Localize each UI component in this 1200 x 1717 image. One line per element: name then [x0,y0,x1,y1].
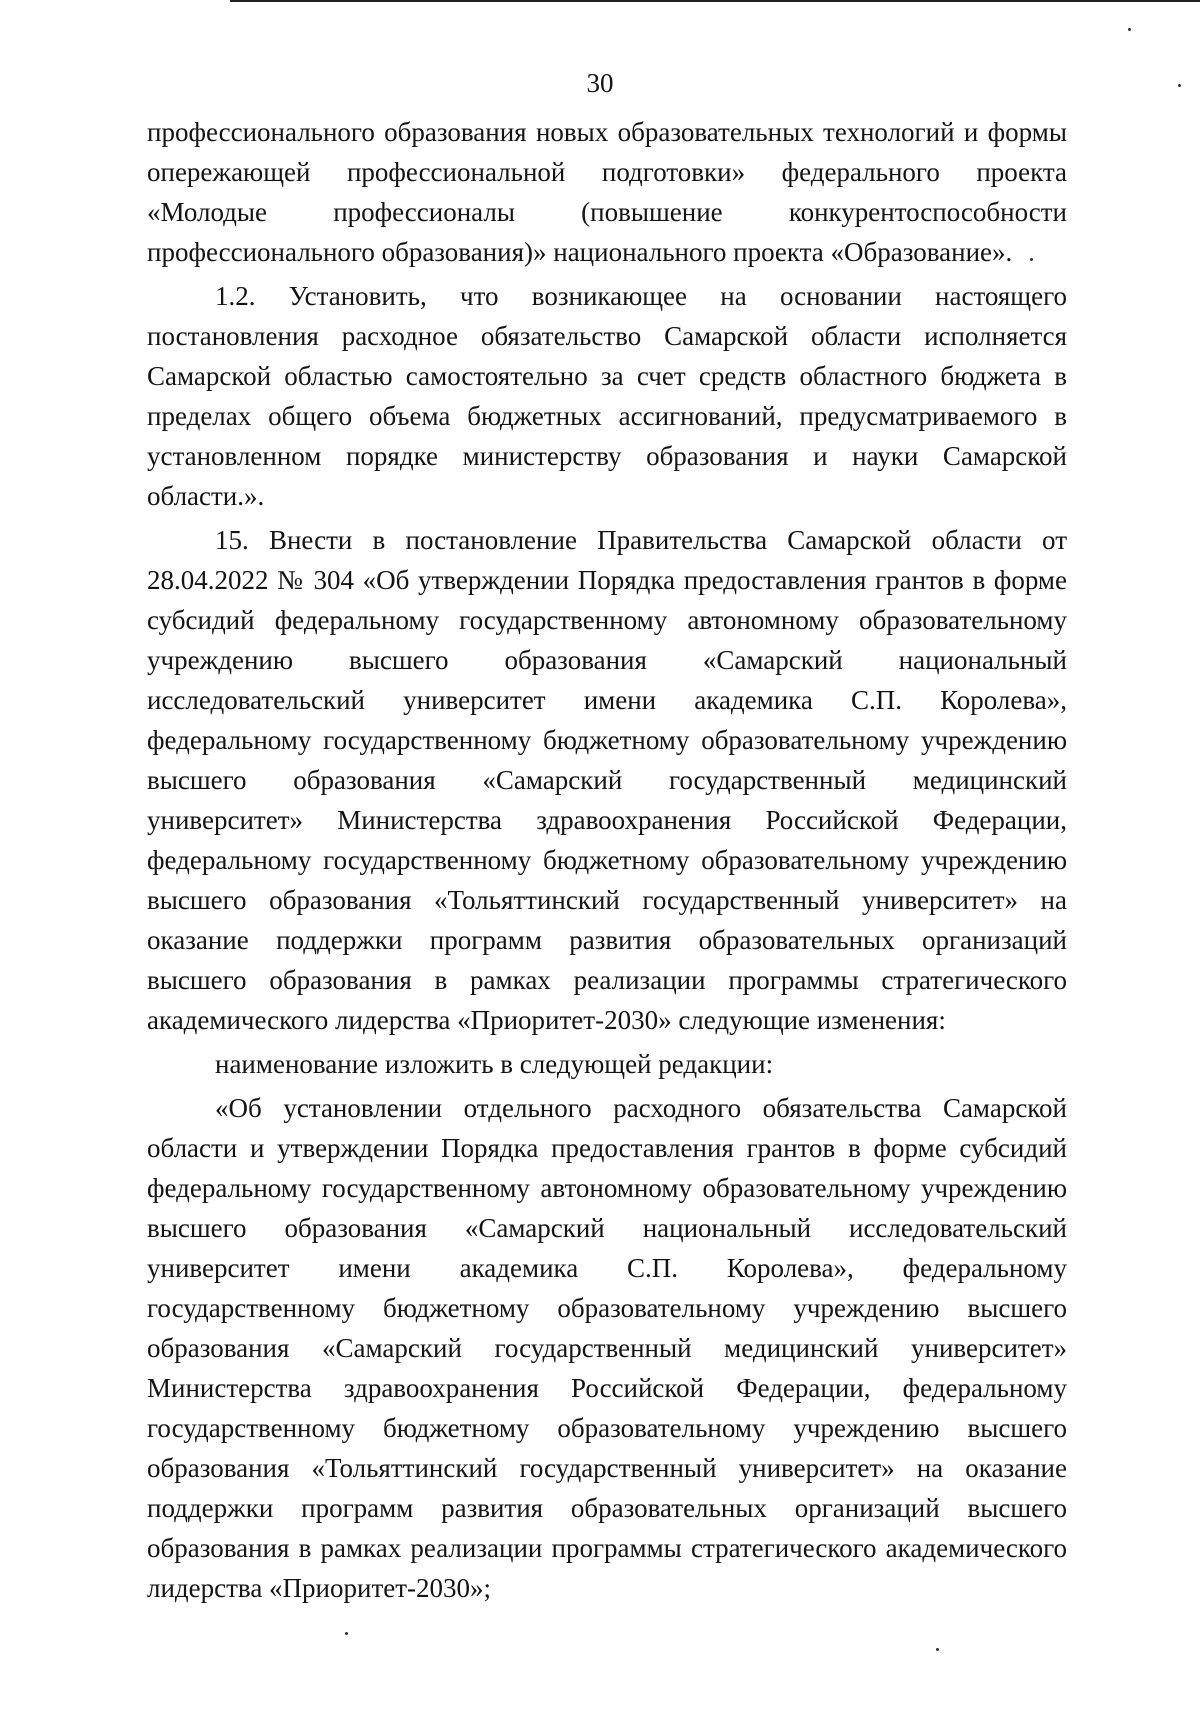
paragraph-continuation: профессионального образования новых образовательных технологий и формы опережающей профессиональной подготовки» федерального проекта «Молодые профессионалы (повышение конкурентоспособности профессионального образования)» национального проекта «Образование». [147,117,1067,267]
scan-speck [1178,84,1181,87]
page-number: 30 [586,68,614,98]
paragraph-item-1-2: 1.2. Установить, что возникающее на основании настоящего постановления расходное обязательство Самарской области исполняется Самарской областью самостоятельно за счет средств областного бюджета в пределах общего объема бюджетных ассигнований, предусматриваемого в установленном порядке министерству образования и науки Самарской области.». [147,281,1067,511]
scan-top-edge [230,0,1200,2]
scan-speck [345,1632,348,1635]
scan-speck [1030,258,1033,261]
document-body [147,112,1067,1612]
paragraph-new-title: «Об установлении отдельного расходного обязательства Самарской области и утверждении Порядка предоставления грантов в форме субсидий федеральному государственному автономному образовательному учреждению высшего образования «Самарский национальный исследовательский университет имени академика С.П. Королева», федеральному государственному бюджетному образовательному учреждению высшего образования «Самарский государственный медицинский университет» Министерства здравоохранения Российской Федерации, федеральному государственному бюджетному образовательному учреждению высшего образования «Тольяттинский государственный университет» на оказание поддержки программ развития образовательных организаций высшего образования в рамках реализации программы стратегического академического лидерства «Приоритет-2030»; [147,1093,1067,1603]
scan-speck [1128,28,1131,31]
scan-speck [936,1648,939,1651]
paragraph-title-change: наименование изложить в следующей редакции: [215,1049,774,1079]
paragraph-item-15: 15. Внести в постановление Правительства Самарской области от 28.04.2022 № 304 «Об утверждении Порядка предоставления грантов в форме субсидий федеральному государственному автономному образовательному учреждению высшего образования «Самарский национальный исследовательский университет имени академика С.П. Королева», федеральному государственному бюджетному образовательному учреждению высшего образования «Самарский государственный медицинский университет» Министерства здравоохранения Российской Федерации, федеральному государственному бюджетному образовательному учреждению высшего образования «Тольяттинский государственный университет» на оказание поддержки программ развития образовательных организаций высшего образования в рамках реализации программы стратегического академического лидерства «Приоритет-2030» следующие изменения: [147,525,1067,1035]
